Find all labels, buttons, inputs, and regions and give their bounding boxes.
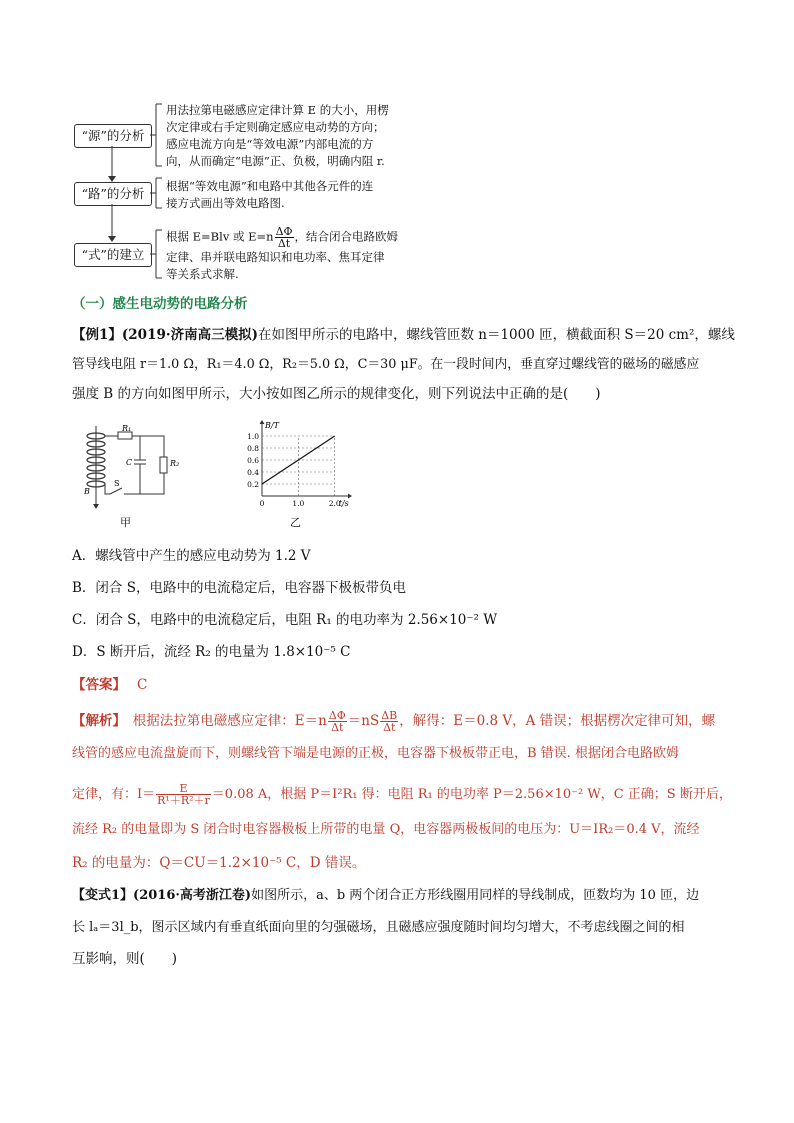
section-title: （一）感生电动势的电路分析 [72,296,248,312]
x-tick-label: 2.0 [328,499,341,508]
formula-line-1: 根据 E=Blv 或 E=n $\frac{\Delta\Phi}{\Delta t}$ ，结合闭合电路欧姆 [166,225,399,250]
analysis-line-3: 定律，有：I＝ $\frac{E}{\text{R¹＋R²＋r}}$ ＝0.08 A，根据 P＝I²R₁ 得：电阻 R₁ 的电功率 P＝2.56×10⁻² W，C 正确；S 断开后， [72,782,732,807]
y-axis-arrow [260,420,265,424]
formula-line-2: 定律、串并联电路知识和电功率、焦耳定律 [166,250,385,264]
source-line-1: 用法拉第电磁感应定律计算 E 的大小，用楞 [166,103,389,117]
y-axis-label: B/T [265,421,279,430]
answer: 【答案】 C [72,677,148,693]
flow-node-path: “路”的分析 [74,182,152,206]
flow-node-formula: “式”的建立 [74,243,152,267]
variant1-line-2: 长 lₐ＝3l_b，图示区域内有垂直纸面向里的匀强磁场，且磁感应强度随时间均匀增大，不考虑线圈之间的相 [72,920,685,935]
option-b: B．闭合 S，电路中的电流稳定后，电容器下极板带负电 [72,580,406,596]
x-tick-label: 1.0 [292,499,305,508]
flowchart-connectors [60,98,170,283]
figure-a-caption: 甲 [120,516,131,529]
example1-line-3: 强度 B 的方向如图甲所示，大小按如图乙所示的规律变化，则下列说法中正确的是( ) [72,386,601,402]
y-tick-label: 0.4 [247,468,259,477]
y-tick-label: 0.6 [247,456,259,465]
option-a: A．螺线管中产生的感应电动势为 1.2 V [72,548,311,564]
formula-fraction: $\frac{\Delta\Phi}{\Delta t}$ [275,225,293,250]
x-axis-label: t/s [338,499,349,508]
x-axis-arrow [348,494,352,499]
analysis-line-5: R₂ 的电量为：Q＝CU＝1.2×10⁻⁵ C，D 错误。 [72,855,366,871]
variant1-line-1: 【变式1】(2016·高考浙江卷)如图所示，a、b 两个闭合正方形线圈用同样的导线制成，匝数均为 10 匝，边 [72,888,700,903]
option-d: D．S 断开后，流经 R₂ 的电量为 1.8×10⁻⁵ C [72,644,351,660]
path-line-2: 接方式画出等效电路图. [166,196,285,210]
r2-label: R₂ [170,459,180,468]
flow-node-source: “源”的分析 [74,124,152,148]
source-line-3: 感应电流方向是“等效电源”内部电流的方 [166,137,374,151]
b-t-chart [236,420,356,510]
c-label: C [126,458,133,467]
analysis-line-1: 【解析】 根据法拉第电磁感应定律：E＝n $\frac{\Delta\Phi}{\Delta t}$ ＝nS $\frac{\Delta B}{\Delta t}$ ，解得：E＝0.8 V，A 错误；根据楞次定律可知，螺 [72,709,716,734]
source-line-2: 次定律或右手定则确定感应电动势的方向； [166,120,385,134]
example1-line-2: 管导线电阻 r＝1.0 Ω，R₁＝4.0 Ω，R₂＝5.0 Ω，C＝30 μF。在一段时间内，垂直穿过螺线管的磁场的磁感应 [72,357,700,372]
analysis-fraction-3: $\frac{E}{\text{R¹＋R²＋r}}$ [157,782,210,807]
s-label: S [114,479,120,488]
example1-line-1: 【例1】(2019·济南高三模拟)在如图甲所示的电路中，螺线管匝数 n＝1000 匝，横截面积 S＝20 cm²，螺线 [72,327,735,343]
variant1-line-3: 互影响，则( ) [72,951,178,967]
x-tick-label: 0 [259,499,265,508]
formula-line-3: 等关系式求解. [166,267,239,281]
b-label: B [84,487,90,496]
figure-b-caption: 乙 [290,516,301,529]
option-c: C．闭合 S，电路中的电流稳定后，电阻 R₁ 的电功率为 2.56×10⁻² W [72,612,498,628]
y-tick-label: 1.0 [247,432,259,441]
circuit-diagram [74,422,194,532]
y-tick-label: 0.8 [247,444,259,453]
analysis-line-4: 流经 R₂ 的电量即为 S 闭合时电容器极板上所带的电量 Q，电容器两极板间的电压为：U＝IR₂＝0.4 V，流经 [72,822,700,837]
r1-label: R₁ [122,424,132,433]
analysis-fraction-1: $\frac{\Delta\Phi}{\Delta t}$ [328,709,346,734]
y-tick-label: 0.2 [247,480,259,489]
analysis-fraction-2: $\frac{\Delta B}{\Delta t}$ [381,709,398,734]
path-line-1: 根据“等效电源”和电路中其他各元件的连 [166,179,374,193]
analysis-line-2: 线管的感应电流盘旋而下，则螺线管下端是电源的正极，电容器下极板带正电，B 错误. 根据闭合电路欧姆 [72,746,679,761]
source-line-4: 向，从而确定“电源”正、负极，明确内阻 r. [166,154,385,168]
